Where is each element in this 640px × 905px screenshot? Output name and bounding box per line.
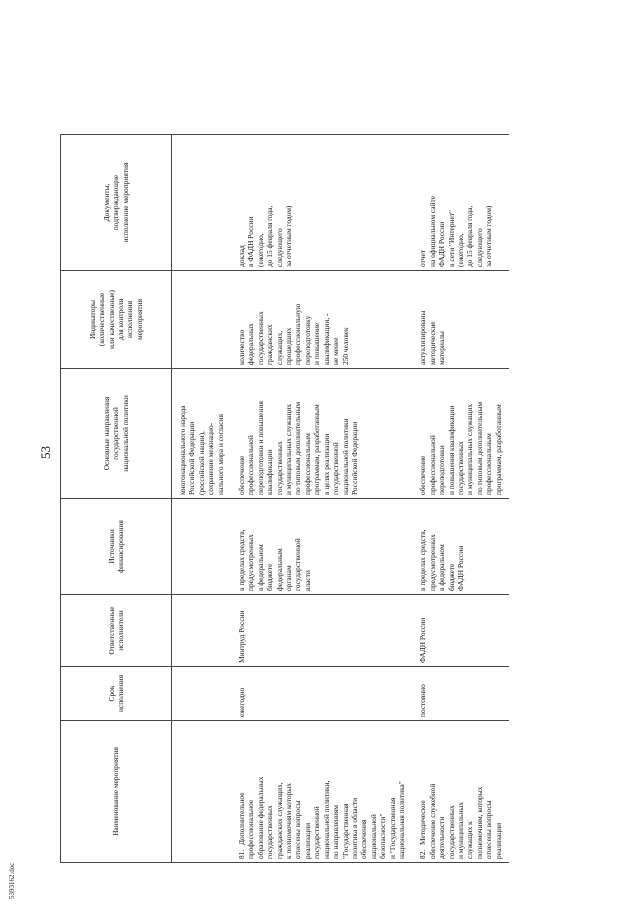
cell-indicators: количество федеральных государственных гражданских служащих, прошедших профессиональную переподготовку и повышение квалификации, - не менее 250 человек — [231, 271, 412, 369]
header-indicators: Индикаторы (количественные или качественные) для контроля исполнения мероприятия — [61, 271, 172, 369]
cell-executors: Минтруд России — [231, 595, 412, 667]
cell-directions: обеспечение профессиональной переподготовки и повышения квалификации государственных и муниципальных служащих по типовым дополнительным профессиональным программам, разработанным в целях реализации государственной национальной политики Российской Федерации — [231, 369, 412, 499]
cell-executors: ФАДН России — [412, 595, 509, 667]
cell-financing: в пределах средств, предусмотренных в федеральном бюджете ФАДН России — [412, 499, 509, 595]
header-executors: Ответственные исполнители — [61, 595, 172, 667]
row-number: 82. — [418, 849, 428, 859]
page-number: 53 — [38, 446, 53, 459]
header-financing: Источники финансирования — [61, 499, 172, 595]
cell-directions: обеспечение профессиональной переподготовки и повышения квалификации государственных и муниципальных служащих по типовым дополнительным профессиональным программам, разработанным — [412, 369, 509, 499]
cell-deadline: ежегодно — [231, 667, 412, 721]
cell-indicators: актуализированы методические материалы — [412, 271, 509, 369]
cell-measure-name: 82.Методическое обеспечение служебной деятельности государственных и муниципальных служащих к полномочиям, которых отнесены вопросы реализации — [412, 721, 509, 863]
header-documents: Документы, подтверждающие исполнение мероприятия — [61, 135, 172, 271]
document-code: 5393162.doc — [8, 862, 16, 899]
table-row — [412, 135, 509, 863]
table-row-continuation — [172, 135, 232, 863]
cell-documents: доклад в ФАДН России (ежегодно, до 15 февраля года, следующего за отчетным годом) — [231, 135, 412, 271]
header-measure-name: Наименование мероприятия — [61, 721, 172, 863]
cell-documents: отчет на официальном сайте ФАДН России в сети "Интернет" (ежегодно, до 15 февраля года, следующего за отчетным годом) — [412, 135, 509, 271]
row-number: 81. — [237, 849, 247, 859]
cell-financing: в пределах средств, предусмотренных в федеральном бюджете федеральным органам государственной власти — [231, 499, 412, 595]
header-directions: Основные направления государственной национальной политики — [61, 369, 172, 499]
header-deadline: Срок исполнения — [61, 667, 172, 721]
cell-directions: многонационального народа Российской Федерации (российской нации), сохранение межнацио- нального мира и согласия — [172, 369, 232, 499]
cell-measure-name: 81.Дополнительное профессиональное образование федеральных государственных гражданских служащих, к полномочиям которых отнесены вопросы реализации государственной национальной политики, по направлениям "Государственная политика в области обеспечения национальной безопасности" и "Государственная национальная политика" — [231, 721, 412, 863]
table-row — [231, 135, 412, 863]
measures-table — [60, 134, 509, 863]
cell-deadline: постоянно — [412, 667, 509, 721]
table-header-row — [61, 135, 172, 863]
